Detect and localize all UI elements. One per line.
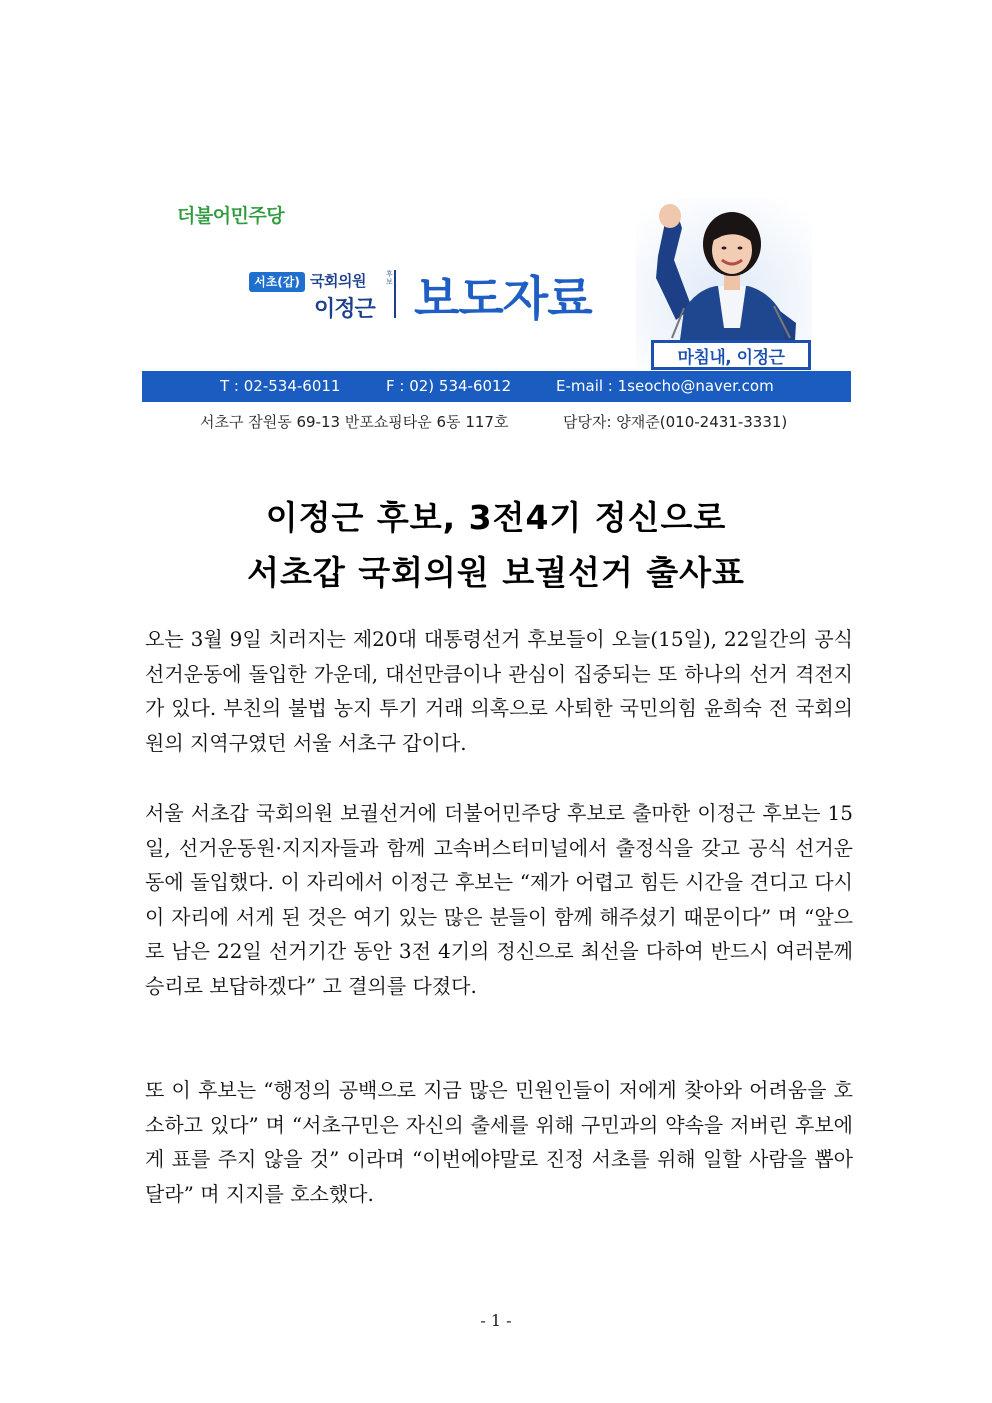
body-paragraph-1: 오는 3월 9일 치러지는 제20대 대통령선거 후보들이 오늘(15일), 22일간의 공식 선거운동에 돌입한 가운데, 대선만큼이나 관심이 집중되는 또 하나의 선거 격전지가 있다. 부친의 불법 농지 투기 거래 의혹으로 사퇴한 국민의힘 윤희숙 전 국회의원의 지역구였던 서울 서초구 갑이다. [145,627,853,755]
headline-line-2: 서초갑 국회의원 보궐선거 출사표 [247,553,745,592]
candidate-name: 이정근 [314,297,375,322]
body-paragraph-3: 또 이 후보는 “행정의 공백으로 지금 많은 민원인들이 저에게 찾아와 어려움을 호소하고 있다” 며 “서초구민은 자신의 출세를 위해 구민과의 약속을 저버린 후보에게 표를 주지 않을 것” 이라며 “이번에야말로 진정 서초를 위해 일할 사람을 뽑아 달라” 며 지지를 호소했다. [145,1078,853,1206]
page-number: - 1 - [480,1311,512,1330]
contact-person: 담당자: 양재준(010-2431-3331) [563,413,788,431]
headline-line-1: 이정근 후보, 3전4기 정신으로 [265,498,727,537]
fax-number: F : 02) 534-6012 [386,377,512,395]
header-divider [394,270,396,318]
body-paragraph-2: 서울 서초갑 국회의원 보궐선거에 더불어민주당 후보로 출마한 이정근 후보는 15일, 선거운동원·지지자들과 함께 고속버스터미널에서 출정식을 갖고 공식 선거운동에 돌입했다. 이 자리에서 이정근 후보는 “제가 어렵고 힘든 시간을 견디고 다시 이 자리에 서게 된 것은 여기 있는 많은 분들이 함께 해주셨기 때문이다” 며 “앞으로 남은 22일 선거기간 동안 3전 4기의 정신으로 최선을 다하여 반드시 여러분께 승리로 보답하겠다” 고 결의를 다졌다. [145,801,853,998]
office-address: 서초구 잠원동 69-13 반포쇼핑타운 6동 117호 [200,413,509,431]
email-address: E-mail : 1seocho@naver.com [556,377,774,395]
district-badge: 서초(갑) [249,272,305,292]
party-logo: 더불어민주당 [177,205,285,227]
slogan-box: 마침내, 이정근 [651,340,811,370]
contact-bar [142,371,851,402]
candidate-tag: 후보 [386,270,393,286]
press-release-title: 보도자료 [414,272,592,327]
phone-number: T : 02-534-6011 [220,377,341,395]
assembly-label: 국회의원 [310,272,366,290]
